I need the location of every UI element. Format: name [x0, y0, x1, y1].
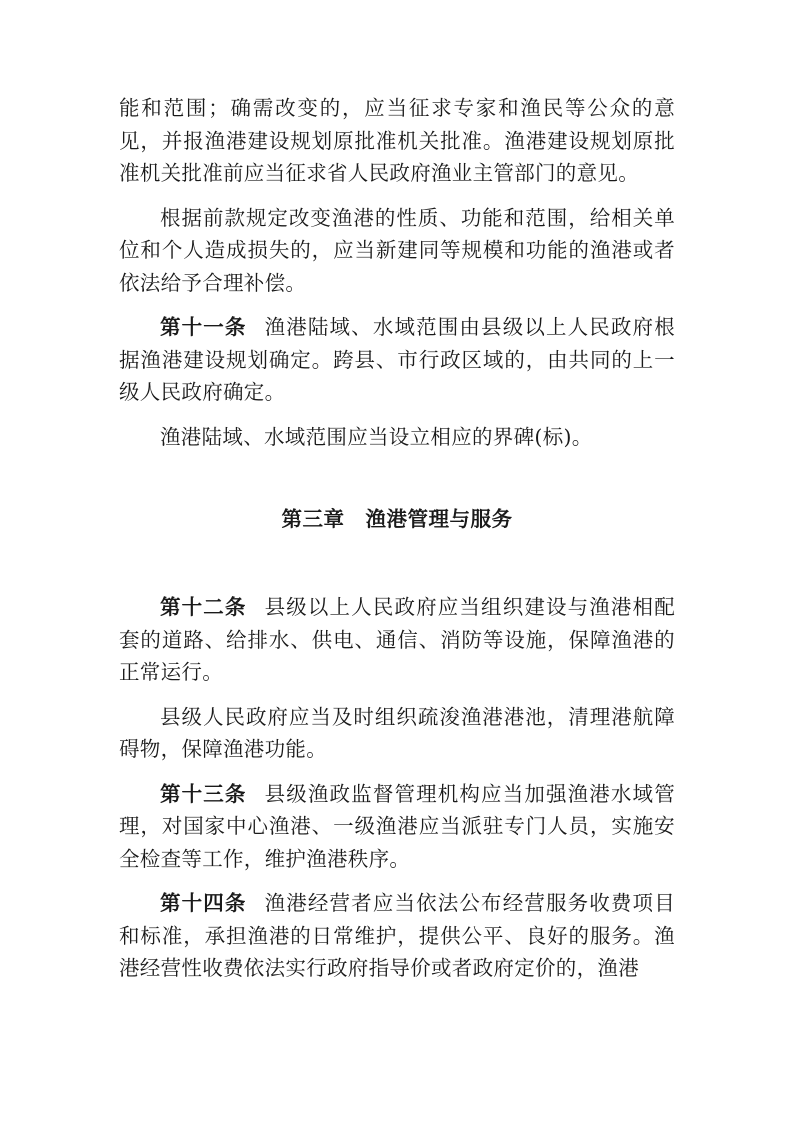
article-11 [119, 311, 675, 409]
article-11-text: 渔港陆域、水域范围由县级以上人民政府根据渔港建设规划确定。跨县、市行政区域的，由共同的上一级人民政府确定。 [119, 315, 676, 404]
article-13-text: 县级渔政监督管理机构应当加强渔港水域管理，对国家中心渔港、一级渔港应当派驻专门人员，实施安全检查等工作，维护渔港秩序。 [119, 781, 676, 871]
article-12-text: 县级以上人民政府应当组织建设与渔港相配套的道路、给排水、供电、通信、消防等设施，保障渔港的正常运行。 [119, 595, 676, 684]
paragraph-compensation: 根据前款规定改变渔港的性质、功能和范围，给相关单位和个人造成损失的，应当新建同等规模和功能的渔港或者依法给予合理补偿。 [119, 205, 675, 295]
article-11-number: 第十一条 [160, 315, 247, 339]
article-14-number: 第十四条 [160, 891, 247, 915]
chapter-title: 第三章 渔港管理与服务 [281, 507, 513, 531]
article-14-text: 渔港经营者应当依法公布经营服务收费项目和标准，承担渔港的日常维护，提供公平、良好的服务。渔港经营性收费依法实行政府指导价或者政府定价的，渔港 [119, 891, 676, 980]
article-14 [119, 887, 675, 985]
article-12-number: 第十二条 [160, 595, 247, 619]
article-13 [119, 778, 675, 876]
article-13-number: 第十三条 [160, 781, 247, 806]
article-12 [119, 591, 675, 689]
article-11-paragraph-2: 渔港陆域、水域范围应当设立相应的界碑(标)。 [160, 424, 593, 449]
article-12-paragraph-2: 县级人民政府应当及时组织疏浚渔港港池，清理港航障碍物，保障渔港功能。 [119, 704, 675, 761]
paragraph-continued: 能和范围；确需改变的，应当征求专家和渔民等公众的意见，并报渔港建设规划原批准机关批准。渔港建设规划原批准机关批准前应当征求省人民政府渔业主管部门的意见。 [119, 96, 675, 185]
document-page [119, 92, 675, 997]
